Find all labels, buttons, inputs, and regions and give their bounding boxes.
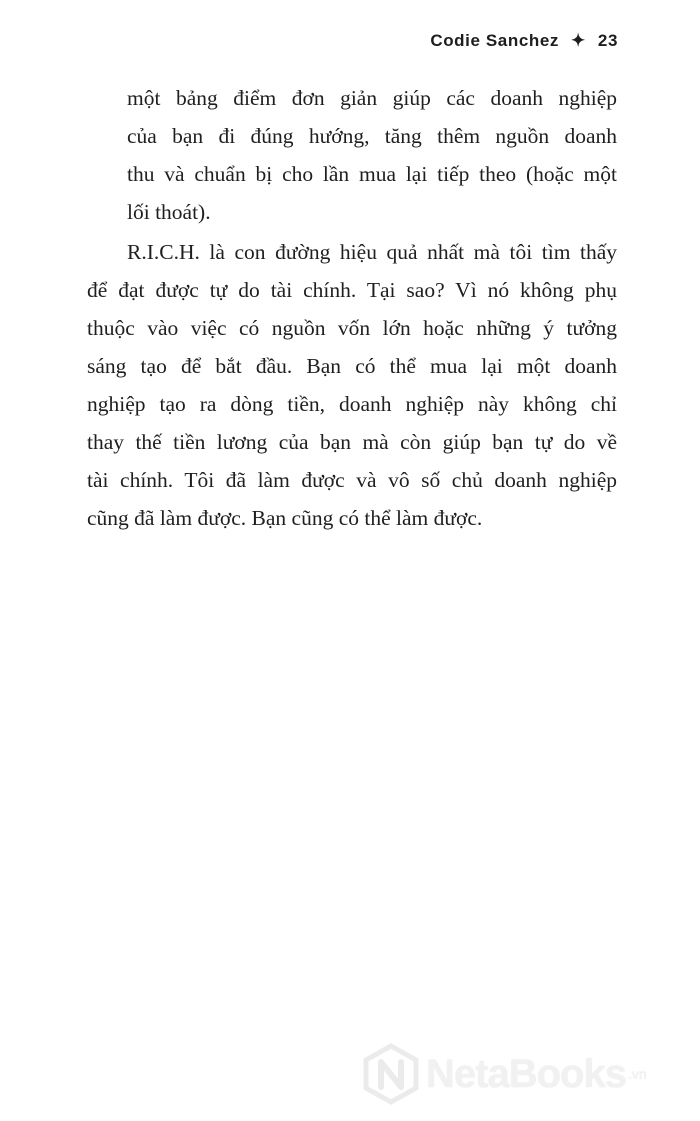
- text-line: R.I.C.H. là con đường hiệu quả nhất mà tôi tìm thấy: [127, 240, 617, 264]
- author-name: Codie Sanchez: [430, 31, 560, 50]
- text-line: lối thoát).: [127, 200, 211, 224]
- text-line: nghiệp tạo ra dòng tiền, doanh nghiệp này không chỉ: [87, 392, 617, 416]
- star-separator-icon: ✦: [571, 31, 586, 50]
- paragraph-continued: [87, 79, 617, 231]
- text-line: thu và chuẩn bị cho lần mua lại tiếp theo (hoặc một: [127, 162, 617, 186]
- text-line: thuộc vào việc có nguồn vốn lớn hoặc những ý tưởng: [87, 316, 617, 340]
- netabooks-watermark: [362, 1043, 647, 1105]
- text-line: một bảng điểm đơn giản giúp các doanh nghiệp: [127, 86, 617, 110]
- watermark-brand: NetaBooks: [426, 1051, 626, 1096]
- watermark-tld: .vn: [627, 1066, 647, 1082]
- text-line: sáng tạo để bắt đầu. Bạn có thể mua lại một doanh: [87, 354, 617, 378]
- running-header: [430, 31, 618, 51]
- text-line: của bạn đi đúng hướng, tăng thêm nguồn doanh: [127, 124, 617, 148]
- body-text: [87, 79, 617, 537]
- page-number: 23: [597, 31, 618, 50]
- text-line: thay thế tiền lương của bạn mà còn giúp bạn tự do về: [87, 430, 617, 454]
- text-line: cũng đã làm được. Bạn cũng có thể làm được.: [87, 506, 483, 530]
- text-line: để đạt được tự do tài chính. Tại sao? Vì nó không phụ: [87, 278, 617, 302]
- text-line: tài chính. Tôi đã làm được và vô số chủ doanh nghiệp: [87, 468, 617, 492]
- netabooks-logo-icon: [362, 1043, 420, 1105]
- paragraph-rich: [87, 233, 617, 537]
